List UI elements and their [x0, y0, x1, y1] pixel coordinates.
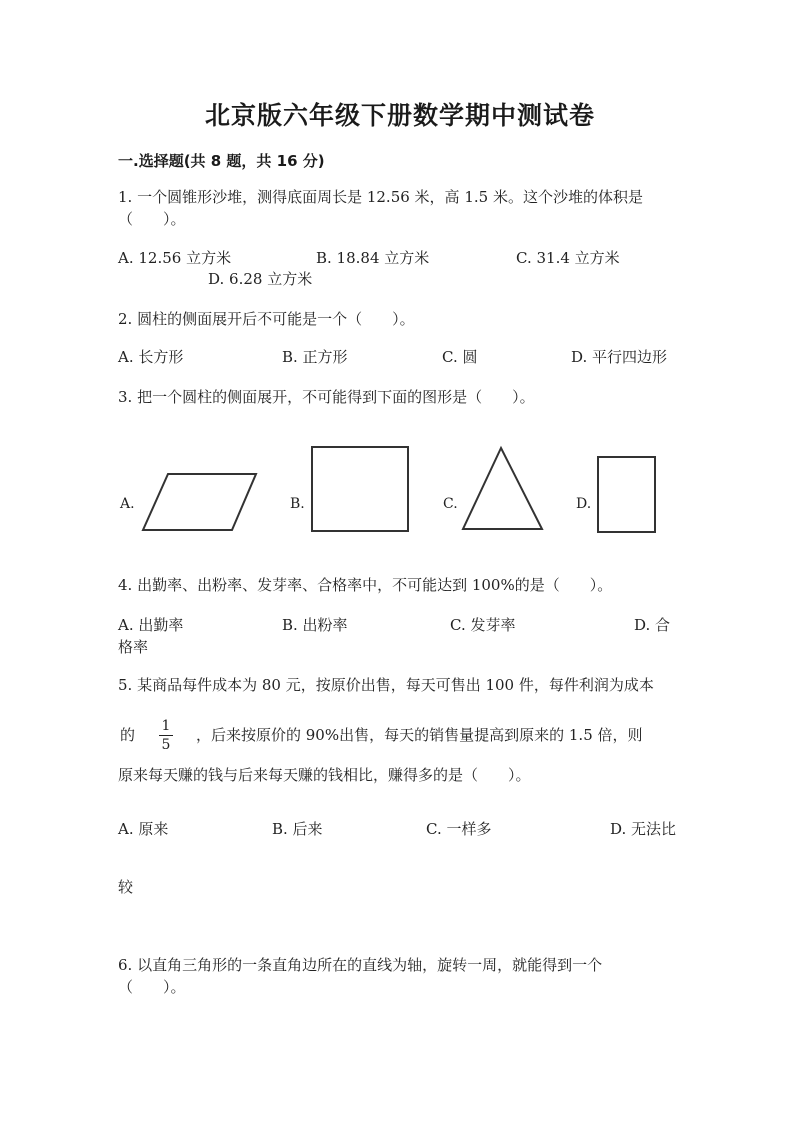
question-4-option-b[interactable]: B. 出粉率 [282, 616, 348, 634]
question-3-line-1: 3. 把一个圆柱的侧面展开，不可能得到下面的图形是（ ）。 [118, 388, 535, 406]
question-5-line-2-start: 的 [120, 726, 136, 744]
fraction-bar [159, 735, 173, 736]
question-1-option-a[interactable]: A. 12.56 立方米 [118, 249, 232, 267]
figure-label-d[interactable]: D. [576, 496, 592, 512]
question-1-line-2: （ ）。 [118, 210, 186, 228]
question-5-option-a[interactable]: A. 原来 [118, 820, 169, 838]
square-icon [311, 446, 411, 534]
question-2-line-1: 2. 圆柱的侧面展开后不可能是一个（ ）。 [118, 310, 415, 328]
question-4-option-c[interactable]: C. 发芽率 [450, 616, 516, 634]
question-4-option-a[interactable]: A. 出勤率 [118, 616, 184, 634]
question-5-line-2-end: ，后来按原价的 90%出售，每天的销售量提高到原来的 1.5 倍，则 [196, 726, 643, 744]
question-2-option-a[interactable]: A. 长方形 [118, 348, 184, 366]
triangle-icon [461, 446, 545, 532]
question-5-option-d-wrap: 较 [118, 878, 134, 896]
question-5-option-d[interactable]: D. 无法比 [610, 820, 677, 838]
parallelogram-icon [140, 472, 260, 532]
question-6-line-1: 6. 以直角三角形的一条直角边所在的直线为轴，旋转一周，就能得到一个 [118, 956, 603, 974]
question-2-option-c[interactable]: C. 圆 [442, 348, 478, 366]
page-title: 北京版六年级下册数学期中测试卷 [204, 101, 595, 130]
question-2-option-d[interactable]: D. 平行四边形 [571, 348, 668, 366]
figure-label-c[interactable]: C. [443, 496, 458, 512]
question-5-line-3: 原来每天赚的钱与后来每天赚的钱相比，赚得多的是（ ）。 [118, 766, 531, 784]
question-5-option-c[interactable]: C. 一样多 [426, 820, 492, 838]
question-1-option-b[interactable]: B. 18.84 立方米 [316, 249, 430, 267]
question-1-option-d[interactable]: D. 6.28 立方米 [208, 270, 313, 288]
question-1-line-1: 1. 一个圆锥形沙堆，测得底面周长是 12.56 米，高 1.5 米。这个沙堆的体积是 [118, 188, 643, 206]
rectangle-icon [597, 456, 657, 534]
figure-label-a[interactable]: A. [120, 496, 135, 512]
figure-label-b[interactable]: B. [290, 496, 305, 512]
question-4-line-1: 4. 出勤率、出粉率、发芽率、合格率中，不可能达到 100%的是（ ）。 [118, 576, 613, 594]
fraction-denominator: 5 [161, 737, 171, 753]
section-heading: 一.选择题(共 8 题，共 16 分) [118, 152, 325, 170]
question-4-option-d[interactable]: D. 合 [634, 616, 671, 634]
question-5-option-b[interactable]: B. 后来 [272, 820, 323, 838]
question-4-option-d-wrap: 格率 [118, 638, 149, 656]
question-1-option-c[interactable]: C. 31.4 立方米 [516, 249, 620, 267]
fraction-numerator: 1 [161, 718, 171, 734]
fraction-one-fifth [157, 718, 175, 753]
question-6-line-2: （ ）。 [118, 978, 186, 996]
question-2-option-b[interactable]: B. 正方形 [282, 348, 348, 366]
question-5-line-1: 5. 某商品每件成本为 80 元，按原价出售，每天可售出 100 件，每件利润为成本 [118, 676, 654, 694]
